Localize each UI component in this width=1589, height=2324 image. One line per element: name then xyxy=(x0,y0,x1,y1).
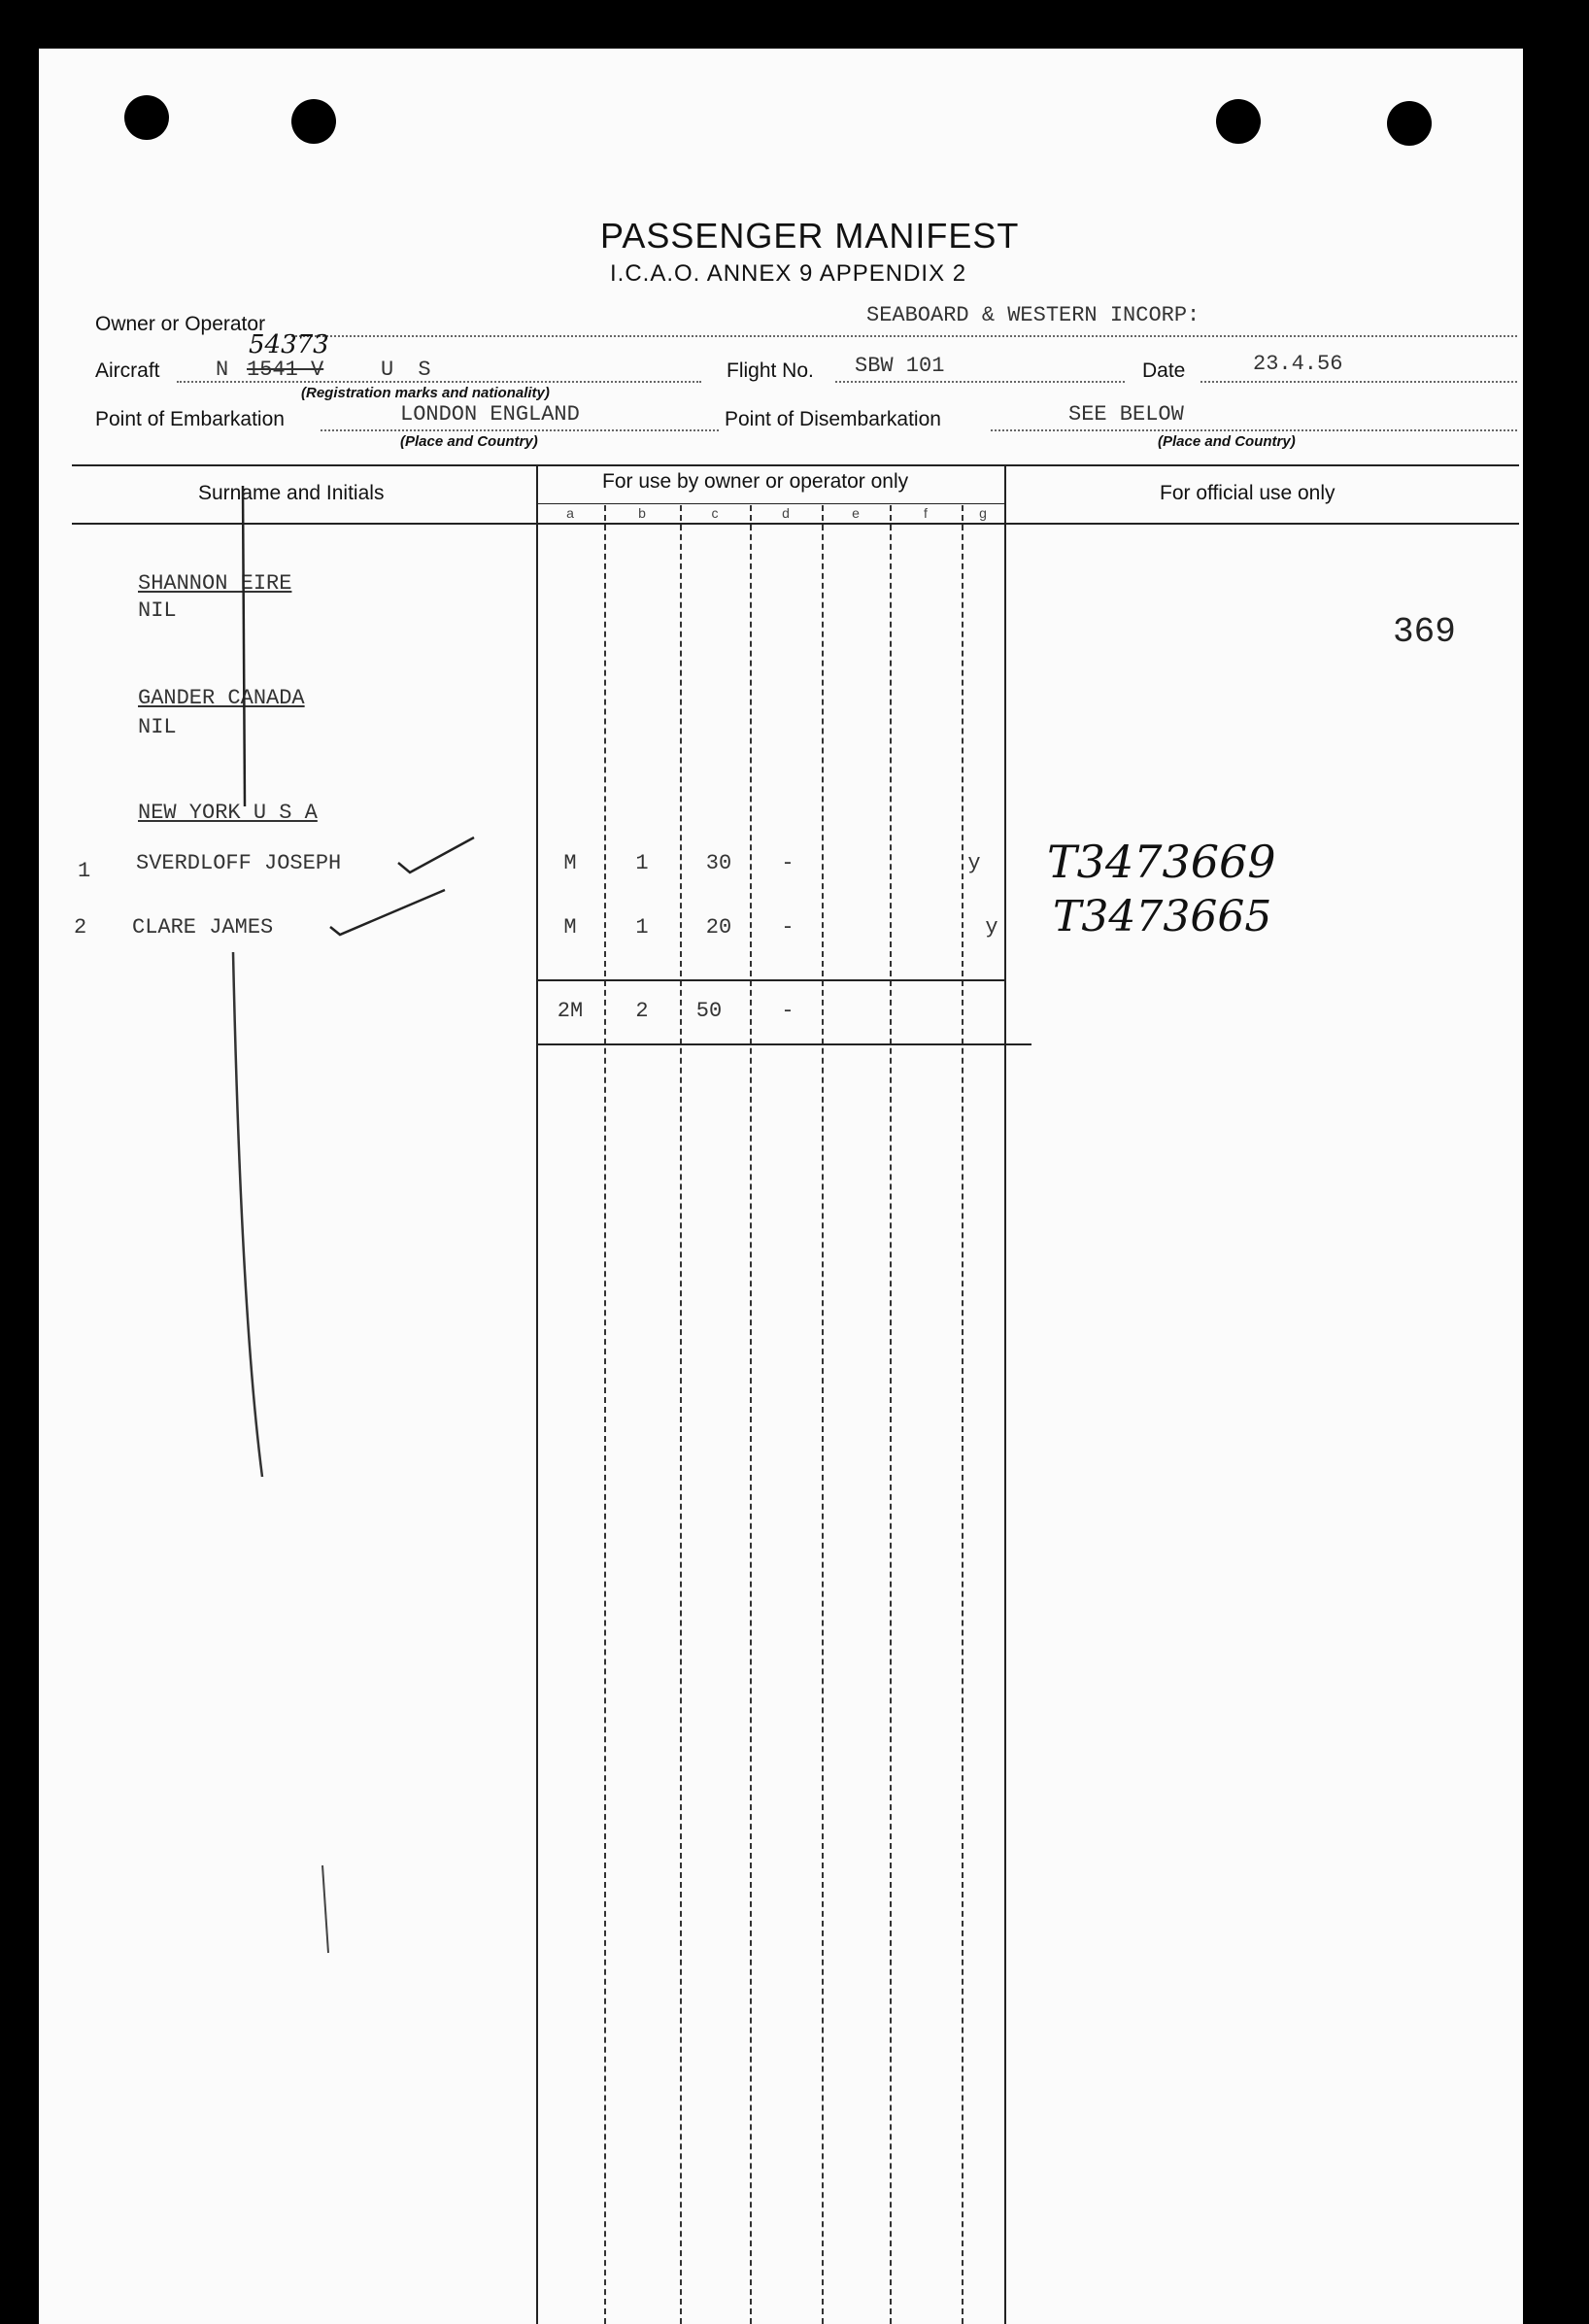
pencil-line-top xyxy=(243,486,245,806)
passenger-1-col-c: 30 xyxy=(705,851,732,875)
aircraft-handwritten-value: 54373 xyxy=(249,330,329,359)
stop-place-3: NEW YORK U S A xyxy=(138,801,318,825)
punch-hole-4 xyxy=(1387,101,1432,146)
passenger-2-col-c: 20 xyxy=(705,915,732,940)
total-col-d: - xyxy=(781,999,794,1023)
check-mark-2 xyxy=(330,890,445,935)
col-header-surname: Surname and Initials xyxy=(198,482,385,504)
passenger-2-number: 2 xyxy=(74,915,87,940)
passenger-1-number: 1 xyxy=(78,859,91,883)
date-dotted-line xyxy=(1200,381,1517,383)
owner-value: SEABOARD & WESTERN INCORP: xyxy=(866,303,1200,327)
check-mark-1 xyxy=(398,837,474,872)
passenger-1-name: SVERDLOFF JOSEPH xyxy=(136,851,342,875)
total-col-a: 2M xyxy=(557,999,584,1023)
passenger-2-name: CLARE JAMES xyxy=(132,915,274,940)
embarkation-note: (Place and Country) xyxy=(400,433,538,450)
form-subtitle: I.C.A.O. ANNEX 9 APPENDIX 2 xyxy=(610,260,967,287)
subcol-e: e xyxy=(852,505,860,521)
table-divider-surname xyxy=(536,466,538,2324)
embarkation-label: Point of Embarkation xyxy=(95,408,285,430)
aircraft-nationality: U S xyxy=(381,358,437,382)
owner-label: Owner or Operator xyxy=(95,313,266,335)
aircraft-note: (Registration marks and nationality) xyxy=(301,385,550,401)
passenger-1-col-d: - xyxy=(781,851,794,875)
aircraft-label: Aircraft xyxy=(95,359,160,382)
passenger-1-official-number: T3473669 xyxy=(1047,836,1276,888)
col-header-owner: For use by owner or operator only xyxy=(602,470,909,493)
subcol-b: b xyxy=(638,505,646,521)
table-top-rule xyxy=(72,464,1519,466)
pencil-line-bottom xyxy=(233,952,262,1477)
owner-dotted-line xyxy=(291,335,1517,337)
table-divider-official xyxy=(1004,466,1006,2324)
subcol-rule xyxy=(536,503,1004,504)
manifest-sheet xyxy=(39,49,1523,2324)
form-title: PASSENGER MANIFEST xyxy=(600,216,1020,256)
subcol-f: f xyxy=(924,505,928,521)
subcol-c: c xyxy=(711,505,719,521)
passenger-1-col-g: y xyxy=(967,851,981,875)
stop-note-2: NIL xyxy=(138,715,177,739)
subcol-d: d xyxy=(782,505,790,521)
subcol-divider-ab xyxy=(604,505,606,2324)
disembarkation-note: (Place and Country) xyxy=(1158,433,1296,450)
punch-hole-1 xyxy=(124,95,169,140)
table-header-rule xyxy=(72,523,1519,525)
passenger-2-col-g: y xyxy=(985,915,998,940)
totals-top-rule xyxy=(536,979,1004,981)
subcol-a: a xyxy=(566,505,574,521)
subcol-divider-cd xyxy=(750,505,752,2324)
totals-bottom-rule xyxy=(536,1043,1031,1045)
disembarkation-dotted-line xyxy=(991,429,1517,431)
date-value: 23.4.56 xyxy=(1253,352,1343,376)
subcol-divider-fg xyxy=(962,505,964,2324)
col-header-official: For official use only xyxy=(1160,482,1335,504)
passenger-2-col-a: M xyxy=(563,915,577,940)
pencil-line-lower xyxy=(322,1865,328,1953)
stop-place-1: SHANNON EIRE xyxy=(138,571,292,596)
embarkation-dotted-line xyxy=(321,429,719,431)
disembarkation-label: Point of Disembarkation xyxy=(725,408,941,430)
punch-hole-3 xyxy=(1216,99,1261,144)
total-col-b: 2 xyxy=(635,999,649,1023)
subcol-divider-de xyxy=(822,505,824,2324)
total-col-c: 50 xyxy=(695,999,723,1023)
passenger-2-col-d: - xyxy=(781,915,794,940)
subcol-divider-bc xyxy=(680,505,682,2324)
passenger-1-col-b: 1 xyxy=(635,851,649,875)
disembarkation-value: SEE BELOW xyxy=(1068,402,1184,427)
passenger-2-official-number: T3473665 xyxy=(1053,892,1272,941)
aircraft-prefix: N xyxy=(216,358,229,382)
passenger-1-col-a: M xyxy=(563,851,577,875)
flight-value: SBW 101 xyxy=(855,354,945,378)
embarkation-value: LONDON ENGLAND xyxy=(400,402,580,427)
subcol-g: g xyxy=(979,505,987,521)
stop-note-1: NIL xyxy=(138,598,177,623)
passenger-2-col-b: 1 xyxy=(635,915,649,940)
subcol-divider-ef xyxy=(890,505,892,2324)
flight-label: Flight No. xyxy=(727,359,814,382)
date-label: Date xyxy=(1142,359,1186,382)
flight-dotted-line xyxy=(835,381,1125,383)
handwritten-marks xyxy=(39,49,1523,2324)
stop-place-2: GANDER CANADA xyxy=(138,686,305,710)
aircraft-struck-value: 1541 V xyxy=(247,358,324,382)
page-number: 369 xyxy=(1393,612,1456,652)
punch-hole-2 xyxy=(291,99,336,144)
